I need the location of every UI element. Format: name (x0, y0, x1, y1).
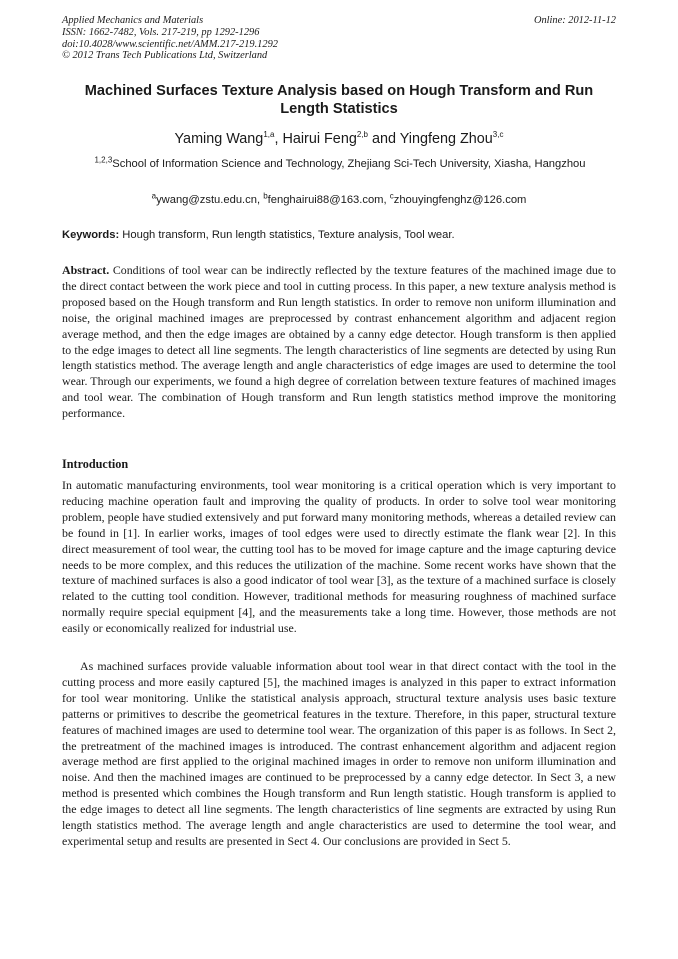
abstract-label: Abstract. (62, 263, 110, 277)
author-name: Yingfeng Zhou (399, 131, 493, 147)
email-separator: , (383, 194, 390, 206)
publication-header (62, 15, 616, 62)
keywords (62, 228, 616, 242)
email-address: ywang@zstu.edu.cn (156, 194, 257, 206)
email-address: fenghairui88@163.com (267, 194, 384, 206)
intro-paragraph-2: As machined surfaces provide valuable information about tool wear in that direct contact with the tool in the cutting process and more easily captured [5], the machined images is analyzed in this paper to extract information for tool wear monitoring. Unlike the statistical analysis approach, structural texture analysis uses basic texture patterns or primitives to describe the geometrical features in the texture. Therefore, in this paper, structural texture features of machined images are used to determine tool wear. The organization of this paper is as follows. In Sect 2, the pretreatment of the machined images is introduced. The contrast enhancement algorithm and adjacent region average method are first applied to the original machined images in order to remove non uniform illumination and noise. And then the machined images are continued to be preprocessed by a canny edge detector. In Sect 3, a new method is presented which combines the Hough transform and Run length statistic. Hough transform is applied to the edge images to detect all line segments. The length characteristics of line segments are extracted by using Run length statistics method. The average length and angle characteristics are used to determine the tool wear, and experimental setup and results are presented in Sect 4. Our conclusions are provided in Sect 5. (62, 659, 616, 848)
author-name: Yaming Wang (174, 131, 264, 147)
intro-paragraph-1: In automatic manufacturing environments, tool wear monitoring is a critical operation which is very important to reducing machine operation fault and improving the quality of products. In order to solve tool wear monitoring problem, people have studied extensively and put forward many monitoring methods, whereas a detailed review can be found in [1]. In earlier works, images of tool edges were used to directly estimate the flank wear [2]. In this direct measurement of tool wear, the cutting tool has to be moved for image capture and the image capturing device needs to be more complex, and this reduces the utilization of the machine. Some recent works have shown that the texture of machined surfaces is also a good indicator of tool wear [3], as the texture of a machined surface is closely related to the cutting tool condition. However, traditional methods for measuring roughness of machined surface normally require special equipment [4], and the measurements take a long time. However, those methods are not easily or economically realized for industrial use. (62, 478, 616, 636)
online-date: Online: 2012-11-12 (533, 15, 616, 26)
email-superscript: b (263, 191, 268, 201)
affiliation-text: School of Information Science and Technology, Zhejiang Sci-Tech University, Xiasha, Hangzhou (112, 158, 586, 170)
copyright-line: © 2012 Trans Tech Publications Ltd, Switzerland (62, 50, 268, 62)
doi-line: doi:10.4028/www.scientific.net/AMM.217-219.1292 (62, 38, 278, 50)
issn-line: ISSN: 1662-7482, Vols. 217-219, pp 1292-1296 (62, 26, 260, 38)
email-superscript: a (151, 191, 157, 201)
keywords-label: Keywords: (62, 229, 120, 241)
journal-name: Applied Mechanics and Materials (62, 15, 204, 26)
affiliation (80, 157, 600, 172)
email-list (62, 193, 616, 207)
affiliation-superscript: 1,2,3 (94, 155, 113, 165)
author-name: Hairui Feng (282, 131, 357, 147)
author-list (62, 130, 616, 148)
author-separator: and (367, 131, 400, 147)
email-superscript: c (389, 191, 394, 201)
email-address: zhouyingfenghz@126.com (393, 194, 527, 206)
abstract (62, 263, 616, 422)
section-heading-introduction: Introduction (62, 457, 129, 471)
email-separator: , (256, 194, 264, 206)
paper-title: Machined Surfaces Texture Analysis based on Hough Transform and Run Length Statistics (84, 83, 594, 117)
abstract-text: Conditions of tool wear can be indirectly reflected by the texture features of the machined image due to the direct contact between the work piece and tool in cutting process. In this paper, a new texture analysis method is proposed based on the Hough transform and Run length statistics. In order to remove non uniform illumination and noise, the original machined images are preprocessed by contrast enhancement algorithm and adjacent region average method, and then the edge images are obtained by a canny edge detector. Hough transform is then applied to the edge images to detect all line segments. The length characteristics of line segments are detected by using Run length statistics method. The average length and angle characteristics of edge images are used to determine the tool wear. Through our experiments, we found a high degree of correlation between texture features of machined images and tool wear. The combination of Hough transform and Run length statistics method improve the monitoring performance. (62, 263, 616, 421)
author-superscript: 1,a (263, 130, 275, 140)
author-superscript: 2,b (356, 130, 368, 140)
author-superscript: 3,c (492, 130, 504, 140)
author-separator: , (274, 131, 283, 147)
keywords-text: Hough transform, Run length statistics, Texture analysis, Tool wear. (119, 229, 455, 241)
